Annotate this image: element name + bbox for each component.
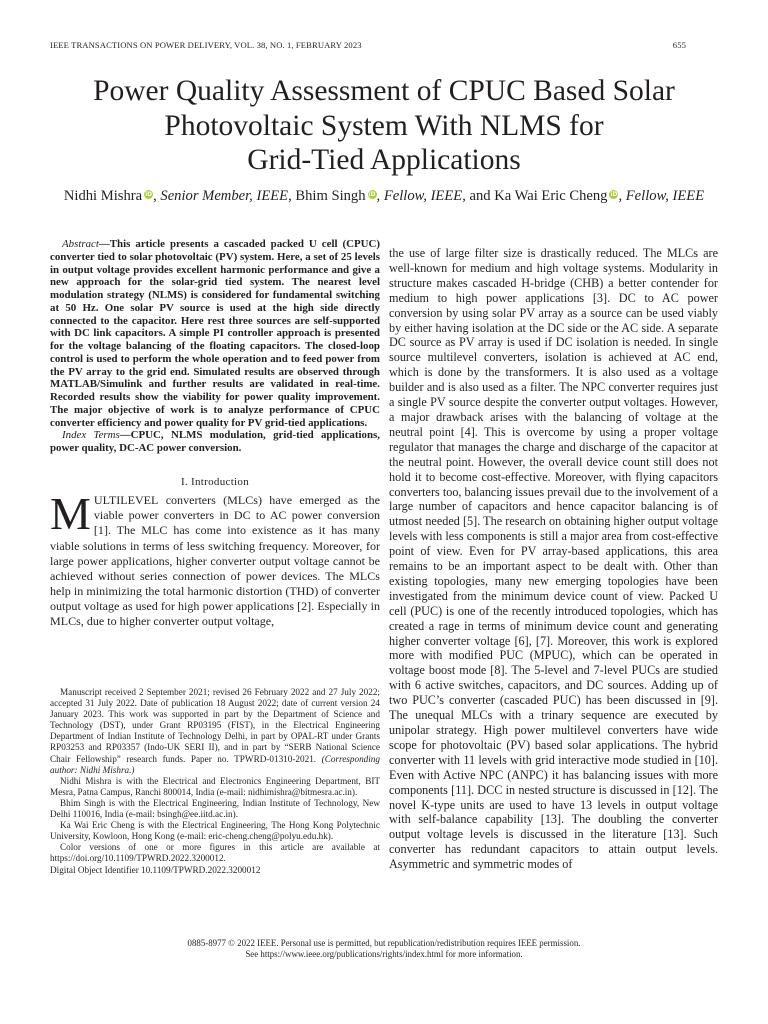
drop-cap: M bbox=[50, 488, 91, 540]
title-line-2: Photovoltaic System With NLMS for bbox=[164, 109, 604, 142]
abstract bbox=[50, 238, 380, 455]
page-number: 655 bbox=[672, 40, 686, 50]
abstract-label: Abstract bbox=[62, 238, 99, 250]
title-line-1: Power Quality Assessment of CPUC Based Solar bbox=[93, 75, 675, 107]
abstract-text: —This article presents a cascaded packed U cell (CPUC) converter tied to solar photovoltaic (PV) system. Here, a set of 25 levels in output voltage provides excellent harmonic performance and give a new approach for the solar-grid tied system. The nearest level modulation strategy (NLMS) is considered for fundamental switching at 50 Hz. One solar PV source is used at the high side directly connected to the capacitor. Here rest three sources are self-supported with DC link capacitors. A simple PI controller approach is presented for the voltage balancing of the floating capacitors. The closed-loop control is used to perform the whole operation and to feed power from the PV array to the grid end. Simulated results are observed through MATLAB/Simulink and further results are validated in real-time. Recorded results show the viability for power quality improvement. The major objective of work is to analyze performance of CPUC converter efficiency and power quality for PV grid-tied applications. bbox=[50, 238, 380, 429]
orcid-icon[interactable]: iD bbox=[145, 191, 153, 198]
author-list bbox=[30, 188, 738, 205]
orcid-icon[interactable]: iD bbox=[610, 191, 618, 198]
footnote-affiliation-cheng: Ka Wai Eric Cheng is with the Electrical Engineering, The Hong Kong Polytechnic University, Kowloon, Hong Kong (e-mail: eric-cheng.cheng@polyu.edu.hk). bbox=[50, 820, 380, 842]
footnotes bbox=[50, 687, 380, 876]
footnote-manuscript bbox=[50, 687, 380, 776]
journal-name: IEEE TRANSACTIONS ON POWER DELIVERY, VOL. 38, NO. 1, FEBRUARY 2023 bbox=[50, 40, 362, 50]
copyright-line-2: See https://www.ieee.org/publications/rights/index.html for more information. bbox=[245, 949, 523, 959]
author-role-mishra: , Senior Member, IEEE bbox=[153, 188, 289, 204]
author-role-singh: , Fellow, IEEE bbox=[376, 188, 463, 204]
copyright-line-1: 0885-8977 © 2022 IEEE. Personal use is permitted, but republication/redistribution requires IEEE permission. bbox=[187, 938, 581, 948]
lead-word: ULTILEVEL bbox=[93, 493, 159, 508]
footnote-manuscript-text: Manuscript received 2 September 2021; revised 26 February 2022 and 27 July 2022; accepted 31 July 2022. Date of publication 18 August 2022; date of current version 24 January 2023. This work was supported in part by the Department of Science and Technology (DST), under Grant RP03195 (FIST), in the Electrical Engineering Department of Indian Institute of Technology Delhi, in part by OPAL-RT under Grants RP03253 and RP03357 (Indo-UK SERI II), and in part by “SERB National Science Chair Fellowship” research funds. Paper no. TPWRD-01310-2021. bbox=[50, 687, 380, 764]
copyright-notice bbox=[50, 938, 718, 960]
right-column bbox=[389, 246, 718, 872]
footnote-affiliation-mishra: Nidhi Mishra is with the Electrical and Electronics Engineering Department, BIT Mesra, Patna Campus, Ranchi 800014, India (e-mail: nidhimishra@bitmesra.ac.in). bbox=[50, 775, 380, 797]
author-name-cheng: Ka Wai Eric Cheng bbox=[494, 188, 608, 204]
index-terms-text: —CPUC, NLMS modulation, grid-tied applications, power quality, DC-AC power conversion. bbox=[50, 429, 380, 454]
introduction-text: converters (MLCs) have emerged as the viable power converters in DC to AC power conversion [1]. The MLC has come into existence as it has many viable solutions in terms of less switching frequency. Moreover, for large power applications, higher converter output voltage cannot be achieved without series connection of power devices. The MLCs help in minimizing the total harmonic distortion (THD) of converter output voltage as used for high power applications [2]. Especially in MLCs, due to higher converter output voltage, bbox=[50, 493, 380, 629]
author-separator: , and bbox=[462, 188, 495, 204]
author-separator: , bbox=[288, 188, 296, 204]
paper-title bbox=[40, 74, 728, 178]
author-name-singh: Bhim Singh bbox=[295, 188, 366, 204]
right-column-paragraph: the use of large filter size is drastically reduced. The MLCs are well-known for medium and high voltage systems. Modularity in structure makes cascaded H-bridge (CHB) a better contender for medium to high power applications [3]. DC to AC power conversion by using solar PV array as a source can be used viably by either having isolation at the DC side or the AC side. A separate DC source as PV array is used if DC isolation is needed. In single source multilevel converters, isolation is achieved at AC end, which is done by the transformers. It is also used as a voltage builder and is also used as a filter. The NPC converter requires just a single PV source despite the converter output voltages. However, a major drawback arises with the balancing of voltage at the neutral point [4]. This is overcome by using a proper voltage regulator that manages the charge and discharge of the capacitor at the neutral point. However, the overall device count still does not hold it to become cost-effective. Moreover, with flying capacitors converters too, balancing issues prevail due to the involvement of a large number of capacitors and hence capacitor balancing is of utmost needed [5]. The research on obtaining higher output voltage levels with less components is still a major area from cost-effective point of view. Even for PV array-based applications, this area remains to be an important aspect to be dealt with. Other than existing topologies, many new emerging topologies have been investigated from the minimum device count of view. Packed U cell (PUC) is one of the recently introduced topologies, which has created a rage in terms of minimum device count and generating higher converter voltage [6], [7]. Moreover, this work is explored more with modified PUC (MPUC), which can be operated in voltage boost mode [8]. The 5-level and 7-level PUCs are studied with 6 active switches, capacitors, and DC sources. Adding up of two PUC’s converter (cascaded PUC) has been discussed in [9]. The unequal MLCs with a trinary sequence are executed by unipolar strategy. High power multilevel converters have wide scope for photovoltaic (PV) based solar applications. The hybrid converter with 11 levels with grid interactive mode studied in [10]. Even with Active NPC (ANPC) it has balancing issues with more components [11]. DCC in nested structure is discussed in [12]. The novel K-type units are used to have 13 levels in output voltage with self-balance capability [13]. The doubling the converter output voltage levels is discussed in the literature [13]. Such converter has redundant capacitors to attain output levels. Asymmetric and symmetric modes of bbox=[389, 246, 718, 872]
author-role-cheng: , Fellow, IEEE bbox=[618, 188, 705, 204]
footnote-color-versions: Color versions of one or more figures in this article are available at https://doi.org/10.1109/TPWRD.2022.3200012. bbox=[50, 842, 380, 864]
section-heading: I. Introduction bbox=[180, 475, 250, 488]
introduction-paragraph bbox=[50, 488, 380, 629]
footnote-doi: Digital Object Identifier 10.1109/TPWRD.2022.3200012 bbox=[50, 864, 261, 875]
index-terms-label: Index Terms bbox=[62, 429, 120, 442]
corresponding-author: (Corresponding author: Nidhi Mishra.) bbox=[50, 753, 380, 775]
title-line-3: Grid-Tied Applications bbox=[247, 144, 521, 176]
left-column bbox=[50, 238, 380, 629]
orcid-icon[interactable]: iD bbox=[368, 191, 376, 198]
footnote-affiliation-singh: Bhim Singh is with the Electrical Engineering, Indian Institute of Technology, New Delhi 110016, India (e-mail: bsingh@ee.iitd.ac.in). bbox=[50, 797, 380, 820]
author-name-mishra: Nidhi Mishra bbox=[63, 188, 143, 204]
index-terms bbox=[50, 429, 380, 455]
running-header bbox=[50, 40, 686, 50]
